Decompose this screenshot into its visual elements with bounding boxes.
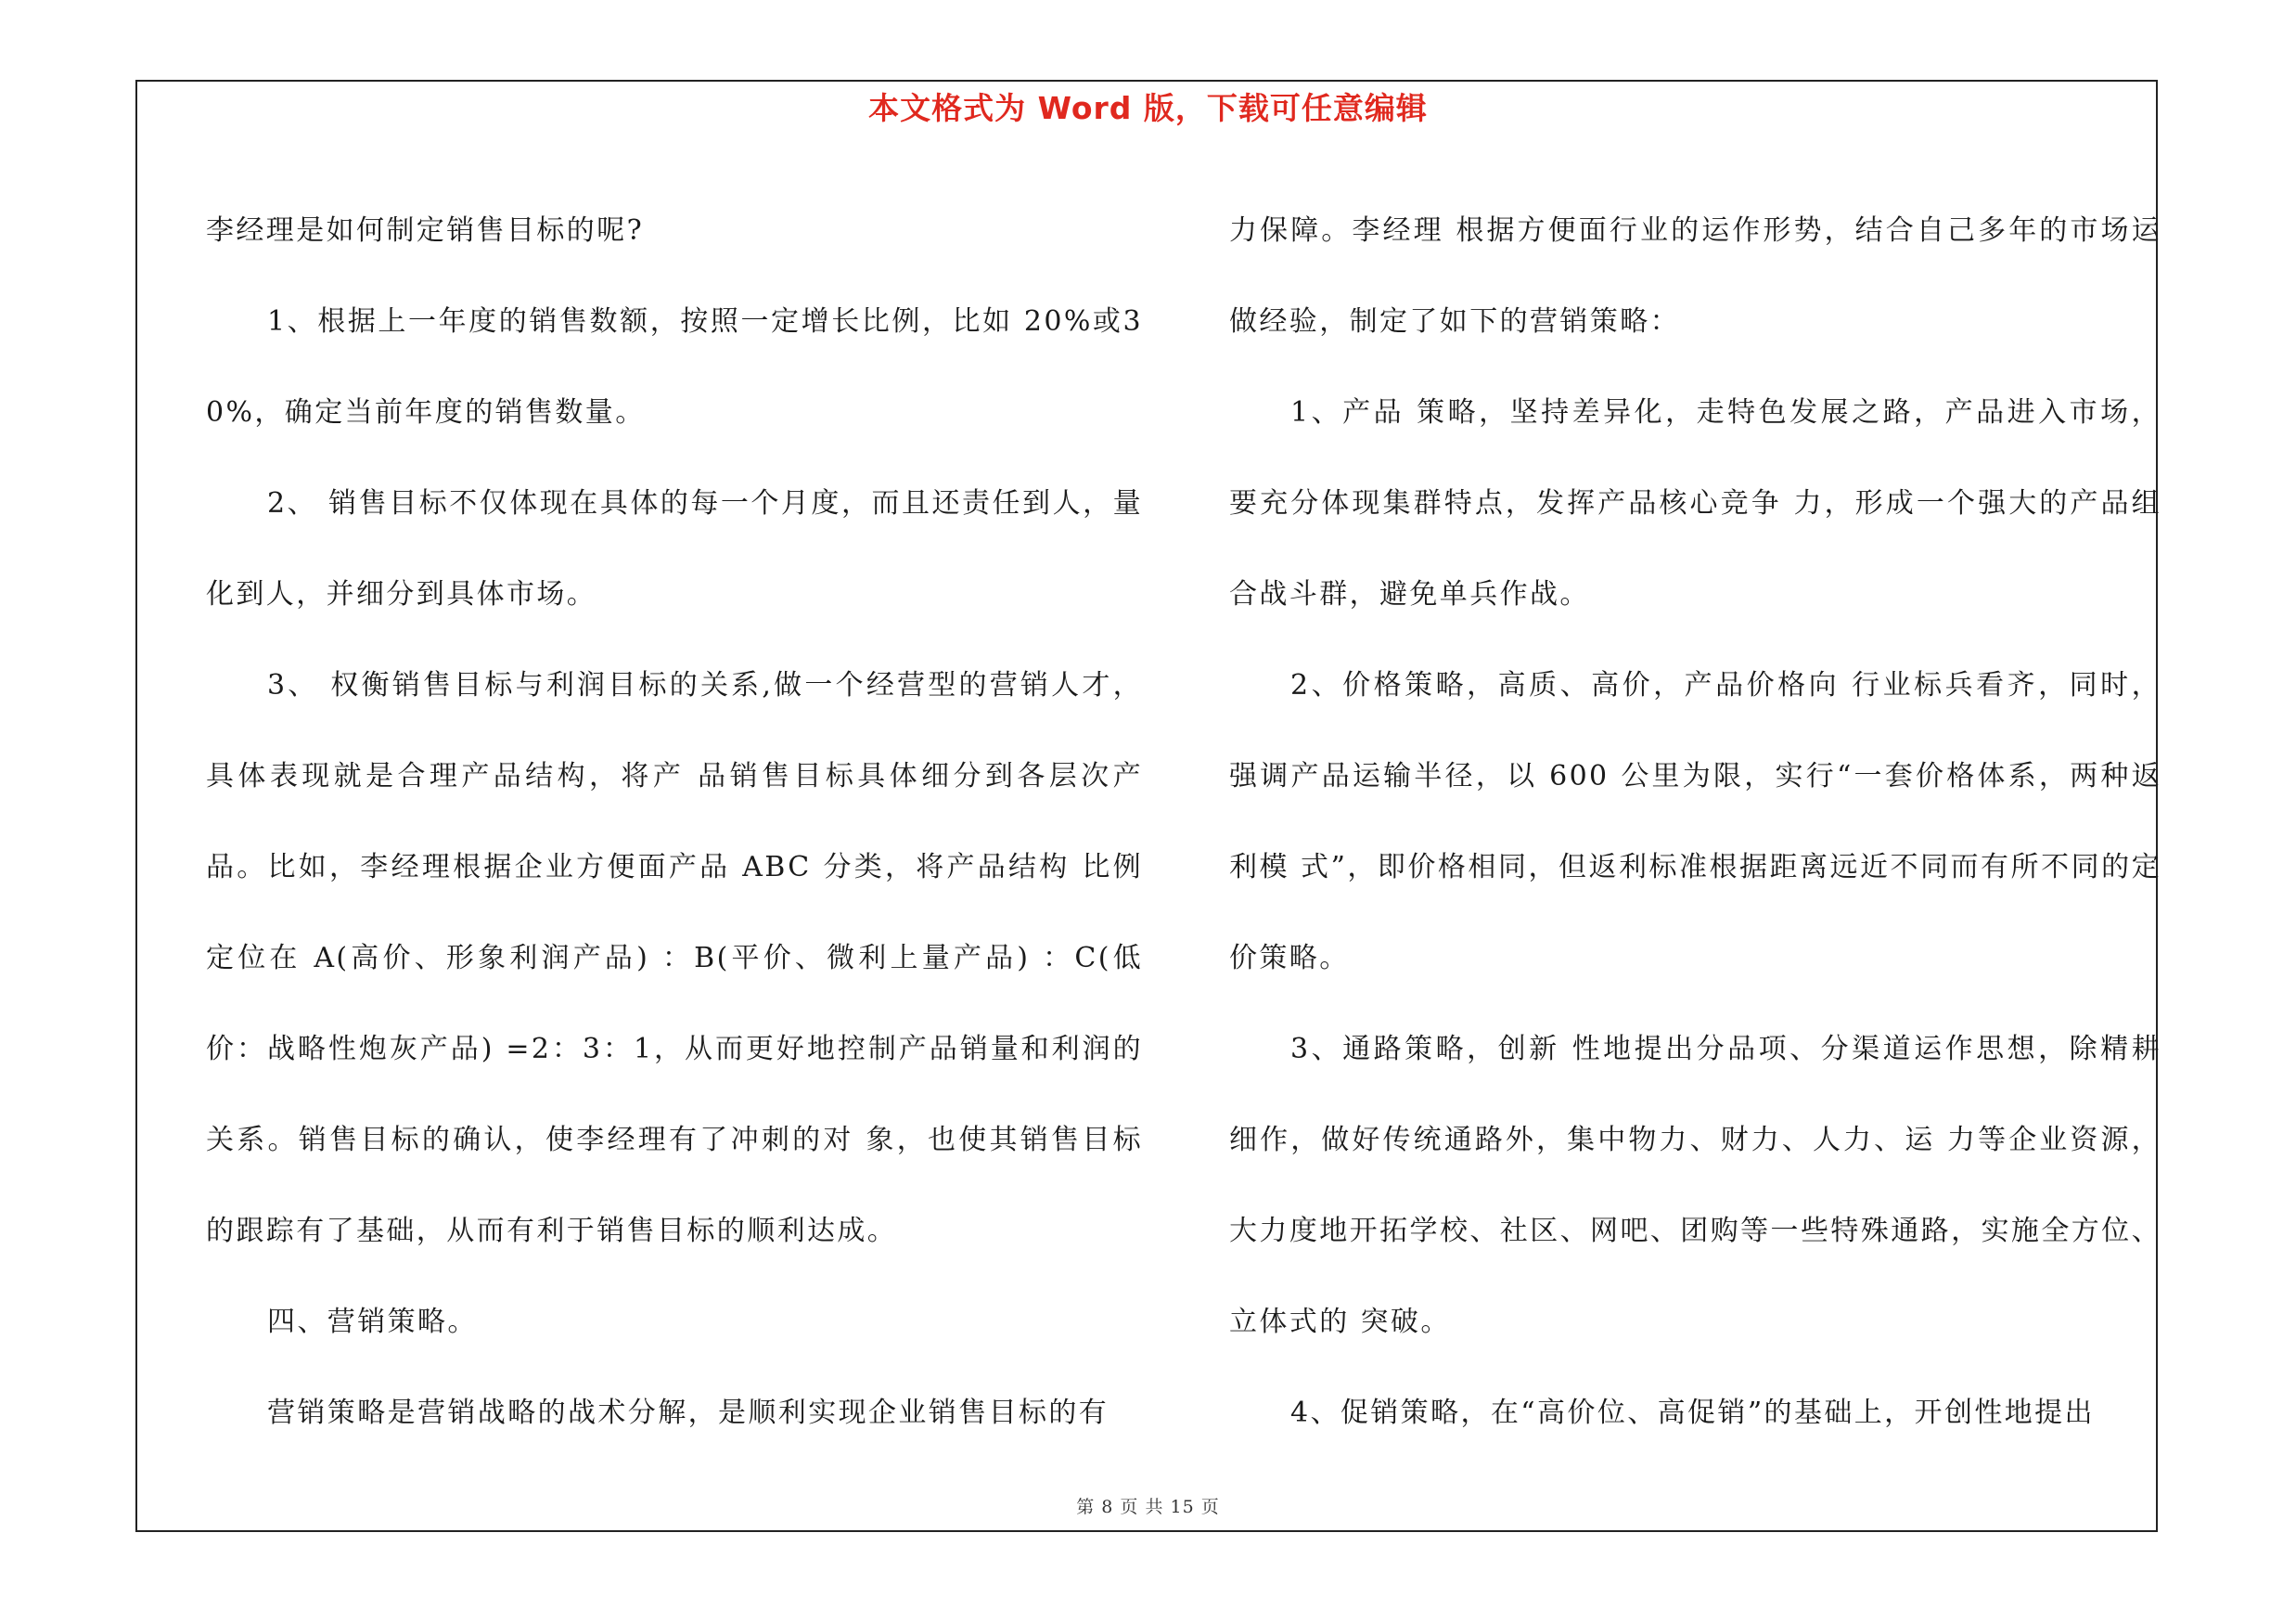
right-paragraph-2: 1、产品 策略，坚持差异化，走特色发展之路，产品进入市场，要充分体现集群特点，发挥产品核心竞争 力，形成一个强大的产品组合战斗群，避免单兵作战。: [1229, 396, 2161, 611]
left-paragraph-1: 李经理是如何制定销售目标的呢?: [206, 214, 645, 247]
left-column: [206, 186, 1143, 1459]
left-paragraph-3: 2、 销售目标不仅体现在具体的每一个月度，而且还责任到人，量化到人，并细分到具体市场。: [206, 487, 1143, 611]
word-format-banner: 本文格式为 Word 版，下载可任意编辑: [868, 90, 1428, 126]
page-number-footer: 第 8 页 共 15 页: [1076, 1497, 1220, 1517]
left-paragraph-4: 3、 权衡销售目标与利润目标的关系,做一个经营型的营销人才，具体表现就是合理产品结构，将产 品销售目标具体细分到各层次产品。比如，李经理根据企业方便面产品 ABC 分类，将产品结构 比例定位在 A(高价、形象利润产品) ：B(平价、微利上量产品) ：C(低价：战略性炮灰产品) =2：3：1，从而更好地控制产品销量和利润的关系。销售目标的确认，使李经理有了冲刺的对 象，也使其销售目标的跟踪有了基础，从而有利于销售目标的顺利达成。: [206, 669, 1143, 1247]
right-paragraph-4: 3、通路策略，创新 性地提出分品项、分渠道运作思想，除精耕细作，做好传统通路外，集中物力、财力、人力、运 力等企业资源，大力度地开拓学校、社区、网吧、团购等一些特殊通路，实施全方位、立体式的 突破。: [1229, 1033, 2161, 1338]
right-paragraph-3: 2、价格策略，高质、高价，产品价格向 行业标兵看齐，同时，强调产品运输半径，以 600 公里为限，实行“一套价格体系，两种返利模 式”，即价格相同，但返利标准根据距离远近不同而有所不同的定价策略。: [1229, 669, 2161, 974]
left-paragraph-2: 1、根据上一年度的销售数额，按照一定增长比例，比如 20%或30%，确定当前年度的销售数量。: [206, 305, 1143, 429]
right-paragraph-1: 力保障。李经理 根据方便面行业的运作形势，结合自己多年的市场运做经验，制定了如下的营销策略：: [1229, 214, 2161, 338]
right-paragraph-5: 4、促销策略，在“高价位、高促销”的基础上，开创性地提出: [1290, 1397, 2095, 1429]
left-paragraph-5-heading: 四、营销策略。: [267, 1306, 478, 1338]
right-column: [1229, 186, 2161, 1459]
left-paragraph-6: 营销策略是营销战略的战术分解，是顺利实现企业销售目标的有: [267, 1397, 1110, 1429]
